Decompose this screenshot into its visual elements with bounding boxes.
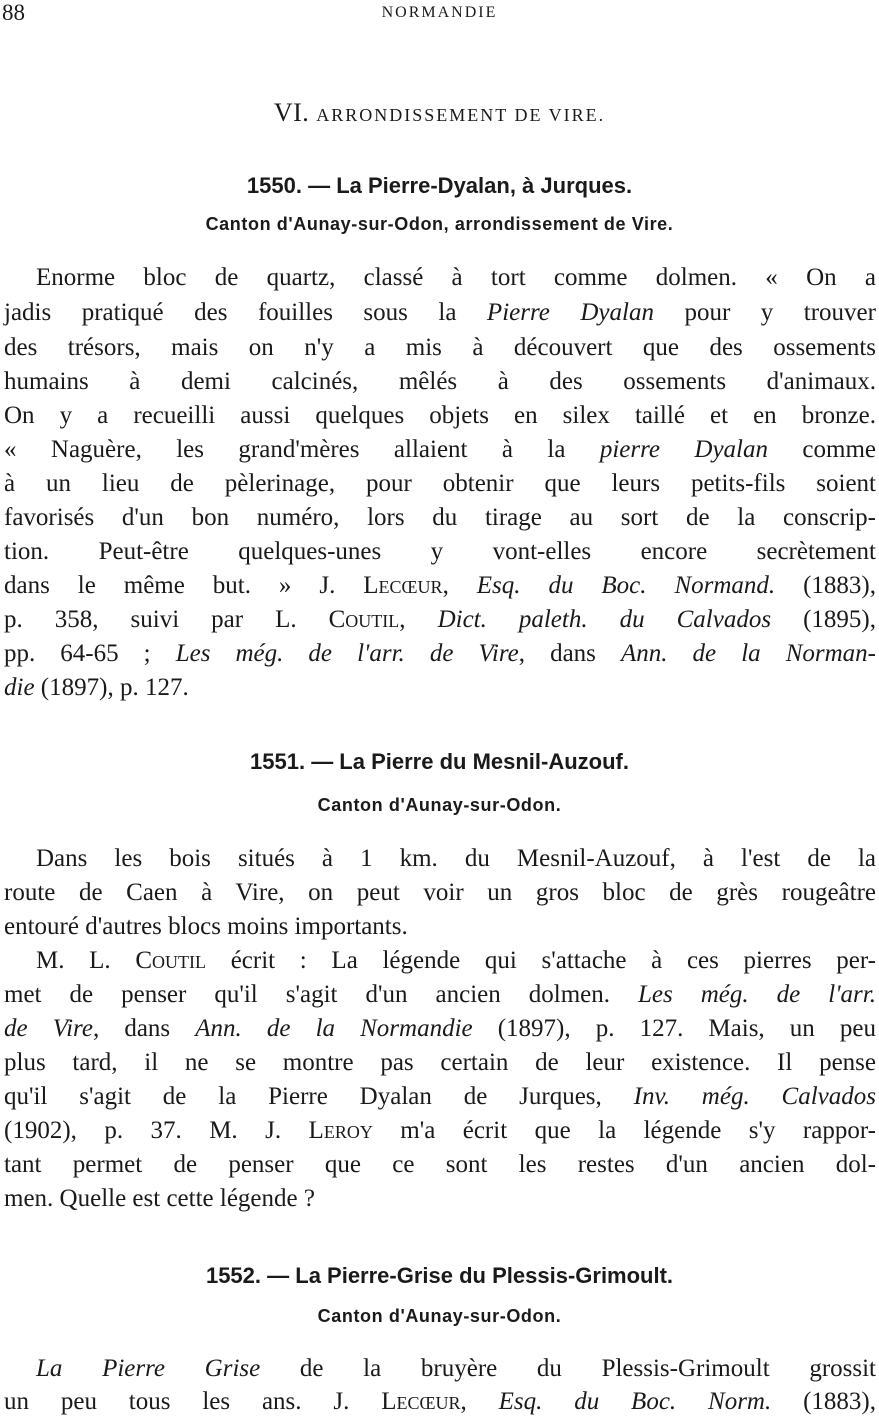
entry-subtitle: Canton d'Aunay-sur-Odon, arrondissement de Vire. <box>205 214 674 234</box>
text-line: route de Caen à Vire, on peut voir un gros bloc de grès rougeâtre <box>4 879 876 906</box>
entry-subtitle: Canton d'Aunay-sur-Odon. <box>317 1306 562 1326</box>
text-line: entouré d'autres blocs moins importants. <box>4 913 408 940</box>
text-line: à un lieu de pèlerinage, pour obtenir que leurs petits-fils soient <box>4 470 876 497</box>
entry-subtitle: Canton d'Aunay-sur-Odon. <box>317 795 562 815</box>
text-line: tion. Peut-être quelques-unes y vont-elles encore secrètement <box>4 538 876 565</box>
text-line: die (1897), p. 127. <box>4 674 189 701</box>
text-line: La Pierre Grise de la bruyère du Plessis-Grimoult grossit <box>36 1355 876 1382</box>
entry-title <box>0 1263 879 1289</box>
entry-name: — La Pierre-Grise du Plessis-Grimoult. <box>267 1263 674 1288</box>
entry-title <box>0 749 879 775</box>
text-line: met de penser qu'il s'agit d'un ancien dolmen. Les még. de l'arr. <box>4 981 876 1008</box>
section-name: ARRONDISSEMENT DE VIRE. <box>316 105 606 125</box>
text-line: On y a recueilli aussi quelques objets en silex taillé et en bronze. <box>4 402 876 429</box>
text-line: de Vire, dans Ann. de la Normandie (1897), p. 127. Mais, un peu <box>4 1015 876 1042</box>
text-line: (1902), p. 37. M. J. Leroy m'a écrit que la légende s'y rappor- <box>4 1117 877 1144</box>
text-line: dans le même but. » J. Lecœur, Esq. du Boc. Normand. (1883), <box>4 572 877 599</box>
text-line: qu'il s'agit de la Pierre Dyalan de Jurques, Inv. még. Calvados <box>4 1083 876 1110</box>
text-line: plus tard, il ne se montre pas certain de leur existence. Il pense <box>4 1049 876 1076</box>
entry-number: 1550. <box>246 173 302 198</box>
text-line: jadis pratiqué des fouilles sous la Pierre Dyalan pour y trouver <box>4 299 876 326</box>
text-line: un peu tous les ans. J. Lecœur, Esq. du Boc. Norm. (1883), <box>4 1388 877 1415</box>
section-title <box>0 98 879 128</box>
entry-title <box>0 173 879 199</box>
running-head: NORMANDIE <box>381 4 498 21</box>
text-line: Dans les bois situés à 1 km. du Mesnil-Auzouf, à l'est de la <box>36 845 876 872</box>
text-line: Enorme bloc de quartz, classé à tort comme dolmen. « On a <box>36 264 876 291</box>
text-line: p. 358, suivi par L. Coutil, Dict. paleth. du Calvados (1895), <box>4 606 876 633</box>
entry-number: 1551. <box>250 749 306 774</box>
text-line: favorisés d'un bon numéro, lors du tirage au sort de la conscrip- <box>4 504 876 531</box>
section-roman: VI. <box>273 98 310 127</box>
text-line: « Naguère, les grand'mères allaient à la pierre Dyalan comme <box>4 436 876 463</box>
entry-number: 1552. <box>205 1263 262 1288</box>
text-line: M. L. Coutil écrit : La légende qui s'attache à ces pierres per- <box>36 947 876 974</box>
text-line: tant permet de penser que ce sont les restes d'un ancien dol- <box>4 1151 876 1178</box>
entry-name: — La Pierre-Dyalan, à Jurques. <box>308 173 633 198</box>
entry-name: — La Pierre du Mesnil-Auzouf. <box>311 749 629 774</box>
text-line: humains à demi calcinés, mêlés à des ossements d'animaux. <box>4 368 876 395</box>
page-number: 88 <box>2 0 25 25</box>
text-line: pp. 64-65 ; Les még. de l'arr. de Vire, dans Ann. de la Norman- <box>4 640 876 667</box>
text-line: des trésors, mais on n'y a mis à découvert que des ossements <box>4 334 876 361</box>
text-line: men. Quelle est cette légende ? <box>4 1185 315 1212</box>
